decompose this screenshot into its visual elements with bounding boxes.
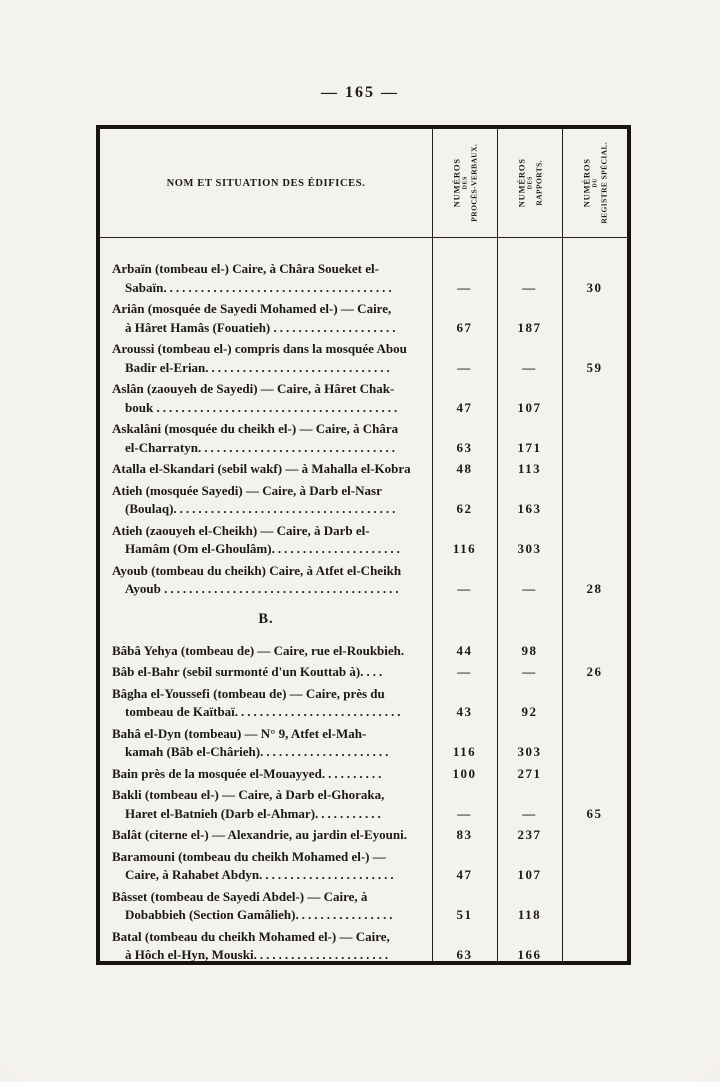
numeros-rapports: 107: [517, 867, 542, 882]
edifice-name: [100, 482, 432, 519]
edifice-name-line: Baramouni (tombeau du cheikh Mohamed el-) —: [112, 848, 386, 864]
edifice-name-line: Bâsset (tombeau de Sayedi Abdel-) — Caire, à: [112, 888, 368, 904]
column-header-rapports-text: [516, 131, 544, 235]
numeros-registre-special: 26: [586, 664, 603, 679]
edifice-name-line: Bakli (tombeau el-) — Caire, à Darb el-Ghoraka,: [112, 787, 385, 802]
dot-leader: ....................: [273, 319, 399, 335]
numeros-proces-verbaux: 43: [456, 704, 473, 719]
edifice-name-line: Ayoub ......................................: [125, 581, 402, 596]
column-header-line: REGISTRE SPÉCIAL.: [598, 142, 608, 224]
numeros-proces-verbaux: 44: [456, 642, 473, 658]
numeros-registre-special: 30: [586, 279, 603, 295]
edifice-name-line: Ariân (mosquée de Sayedi Mohamed el-) — Caire,: [112, 301, 392, 316]
numeros-proces-verbaux: —: [457, 359, 472, 375]
dot-leader: ......................................: [164, 581, 402, 596]
dot-leader: .....................: [260, 744, 392, 759]
column-header-proces-verbaux-text: [451, 131, 479, 235]
column-header-line: NUMÉROS: [515, 158, 526, 208]
numeros-proces-verbaux: 83: [456, 827, 473, 842]
numeros-rapports: 163: [517, 501, 542, 516]
numeros-proces-verbaux: —: [457, 279, 472, 295]
edifice-name-line: Hamâm (Om el-Ghoulâm).....................: [125, 541, 403, 556]
numeros-registre-special: [562, 765, 627, 784]
edifice-name-line: Askalâni (mosquée du cheikh el-) — Caire, à Châra: [112, 421, 399, 436]
table-frame: [96, 125, 631, 965]
dot-leader: ....: [360, 664, 386, 679]
table-row: [100, 848, 627, 885]
numeros-proces-verbaux: 62: [456, 501, 473, 516]
edifice-name-line: bouk .......................................: [125, 399, 401, 415]
column-header-line: NUMÉROS: [580, 158, 591, 208]
edifice-name-line: Ayoub (tombeau du cheikh) Caire, à Atfet el-Cheikh: [112, 562, 402, 578]
edifice-name-line: Atalla el-Skandari (sebil wakf) — à Mahalla el-Kobra: [112, 461, 411, 476]
edifice-name: [100, 300, 432, 337]
dot-leader: ....................................: [173, 501, 399, 516]
edifice-name-line: Arbaïn (tombeau el-) Caire, à Châra Soueket el-: [112, 261, 379, 276]
numeros-rapports: 303: [517, 541, 542, 556]
page-number: — 165 —: [321, 84, 399, 101]
edifice-name: [100, 685, 432, 722]
table-row: [100, 420, 627, 457]
numeros-rapports: 92: [521, 704, 538, 719]
dot-leader: ...........: [315, 805, 384, 821]
edifice-name-line: Bâb el-Bahr (sebil surmonté d'un Kouttab à)....: [112, 664, 386, 679]
edifice-name: [100, 928, 432, 962]
numeros-proces-verbaux: 51: [456, 907, 473, 922]
numeros-proces-verbaux: 63: [456, 947, 473, 961]
table-row: [100, 888, 627, 925]
table-row: [100, 826, 627, 845]
numeros-rapports: 98: [521, 642, 538, 658]
column-header-registre-special: [562, 129, 627, 237]
numeros-rapports: —: [522, 359, 537, 375]
name-column-header: NOM ET SITUATION DES ÉDIFICES.: [166, 177, 366, 189]
edifice-name: [100, 420, 432, 457]
column-header-line: PROCÈS-VERBAUX.: [468, 144, 478, 222]
column-header-line: DES: [461, 176, 468, 190]
table-row: [100, 928, 627, 962]
table-row: [100, 725, 627, 762]
table-row: [100, 685, 627, 722]
column-header-line: RAPPORTS.: [533, 160, 543, 206]
edifice-name-line: Bâgha el-Youssefi (tombeau de) — Caire, près du: [112, 685, 385, 701]
edifice-name: [100, 888, 432, 925]
numeros-proces-verbaux: 47: [456, 867, 473, 882]
numeros-rapports: 107: [517, 399, 542, 415]
numeros-registre-special: [562, 300, 627, 337]
numeros-registre-special: [562, 420, 627, 457]
numeros-rapports: 303: [517, 744, 542, 759]
edifice-name: [100, 725, 432, 762]
edifice-name: [100, 562, 432, 599]
table-row: [100, 260, 627, 297]
numeros-registre-special: [562, 848, 627, 885]
edifice-name-line: à Hôch el-Hyn, Mouski......................: [125, 947, 392, 961]
table-row: [100, 562, 627, 599]
table-row: [100, 380, 627, 417]
numeros-proces-verbaux: 67: [456, 319, 473, 335]
column-header-line: NUMÉROS: [450, 158, 461, 208]
edifice-name: [100, 786, 432, 823]
dot-leader: .......................................: [156, 399, 401, 415]
edifice-name-line: à Hâret Hamâs (Fouatieh) ....................: [125, 319, 399, 335]
numeros-registre-special: [562, 522, 627, 559]
numeros-registre-special: [562, 928, 627, 962]
numeros-rapports: 113: [517, 461, 542, 476]
edifice-name-line: Balât (citerne el-) — Alexandrie, au jardin el-Eyouni.: [112, 827, 408, 842]
numeros-registre-special: 59: [586, 359, 603, 375]
dot-leader: .....................: [271, 541, 403, 556]
edifice-name-line: Dobabbieh (Section Gamâlieh)................: [125, 907, 396, 922]
edifice-name-line: Batal (tombeau du cheikh Mohamed el-) — Caire,: [112, 928, 390, 944]
edifice-name-line: Atieh (mosquée Sayedi) — Caire, à Darb el-Nasr: [112, 482, 382, 498]
numeros-proces-verbaux: 48: [456, 461, 473, 476]
edifice-name: [100, 826, 432, 845]
edifice-name-line: Bahâ el-Dyn (tombeau) — N° 9, Atfet el-Mah-: [112, 725, 367, 741]
table-row: [100, 482, 627, 519]
edifice-name-line: Badir el-Erian..............................: [125, 359, 393, 375]
edifice-name-line: el-Charratyn................................: [125, 439, 398, 455]
dot-leader: ...........................: [234, 704, 404, 719]
edifice-name: [100, 340, 432, 377]
column-header-rapports: [497, 129, 562, 237]
numeros-rapports: —: [522, 664, 537, 679]
numeros-rapports: 171: [517, 439, 542, 455]
edifice-name: [100, 642, 432, 661]
numeros-registre-special: [562, 380, 627, 417]
table-rows: [100, 238, 627, 961]
edifice-name-line: Caire, à Rahabet Abdyn......................: [125, 867, 397, 882]
section-heading: B.: [258, 610, 274, 627]
edifice-name: [100, 460, 432, 479]
numeros-registre-special: 65: [586, 805, 603, 821]
numeros-registre-special: [562, 725, 627, 762]
numeros-rapports: 118: [517, 907, 542, 922]
numeros-registre-special: [562, 685, 627, 722]
edifice-name: [100, 522, 432, 559]
numeros-proces-verbaux: 100: [452, 765, 477, 781]
edifice-name-line: Sabaïn.....................................: [125, 279, 395, 295]
column-header-proces-verbaux: [432, 129, 497, 237]
column-header-line: DU: [591, 178, 598, 188]
numeros-registre-special: [562, 888, 627, 925]
table-row: [100, 663, 627, 682]
edifice-name: [100, 765, 432, 784]
edifice-name-line: (Boulaq)....................................: [125, 501, 399, 516]
table-row: [100, 642, 627, 661]
numeros-rapports: 187: [517, 319, 542, 335]
edifice-name-line: Bain près de la mosquée el-Mouayyed..........: [112, 765, 385, 781]
numeros-rapports: —: [522, 279, 537, 295]
table-row: [100, 460, 627, 479]
edifice-name-line: kamah (Bâb el-Chârieh).....................: [125, 744, 392, 759]
dot-leader: .....................................: [163, 279, 395, 295]
table-row: [100, 300, 627, 337]
table-row: [100, 786, 627, 823]
column-header-registre-special-text: [581, 131, 609, 235]
numeros-rapports: —: [522, 805, 537, 821]
numeros-proces-verbaux: 116: [452, 541, 477, 556]
edifice-name: [100, 663, 432, 682]
table-row: [100, 522, 627, 559]
table-row: [100, 765, 627, 784]
numeros-proces-verbaux: 116: [452, 744, 477, 759]
edifice-name: [100, 380, 432, 417]
numeros-proces-verbaux: —: [457, 664, 472, 679]
dot-leader: ..............................: [205, 359, 393, 375]
numeros-proces-verbaux: —: [457, 805, 472, 821]
numeros-registre-special: [562, 826, 627, 845]
numeros-registre-special: [562, 482, 627, 519]
dot-leader: ......................: [253, 947, 392, 961]
numeros-proces-verbaux: —: [457, 581, 472, 596]
edifice-name-line: Haret el-Batnieh (Darb el-Ahmar)...........: [125, 805, 384, 821]
numeros-registre-special: [562, 642, 627, 661]
numeros-proces-verbaux: 47: [456, 399, 473, 415]
numeros-rapports: 166: [517, 947, 542, 961]
edifice-name: [100, 848, 432, 885]
dot-leader: ......................: [259, 867, 397, 882]
edifice-name-line: Aslân (zaouyeh de Sayedi) — Caire, à Hâret Chak-: [112, 381, 395, 396]
edifice-name-line: tombeau de Kaïtbaï...........................: [125, 704, 404, 719]
numeros-registre-special: 28: [586, 581, 603, 596]
column-header-line: DES: [526, 176, 533, 190]
dot-leader: ..........: [321, 765, 385, 781]
numeros-registre-special: [562, 460, 627, 479]
numeros-rapports: 237: [517, 827, 542, 842]
edifice-name-line: Atieh (zaouyeh el-Cheikh) — Caire, à Darb el-: [112, 522, 370, 538]
dot-leader: ................................: [197, 439, 398, 455]
numeros-rapports: 271: [517, 765, 542, 781]
edifice-name-line: Aroussi (tombeau el-) compris dans la mosquée Abou: [112, 341, 407, 356]
table-row: [100, 340, 627, 377]
numeros-rapports: —: [522, 581, 537, 596]
edifice-name: [100, 260, 432, 297]
edifice-name-line: Bâbâ Yehya (tombeau de) — Caire, rue el-Roukbieh.: [112, 642, 405, 658]
dot-leader: ................: [295, 907, 396, 922]
numeros-proces-verbaux: 63: [456, 439, 473, 455]
